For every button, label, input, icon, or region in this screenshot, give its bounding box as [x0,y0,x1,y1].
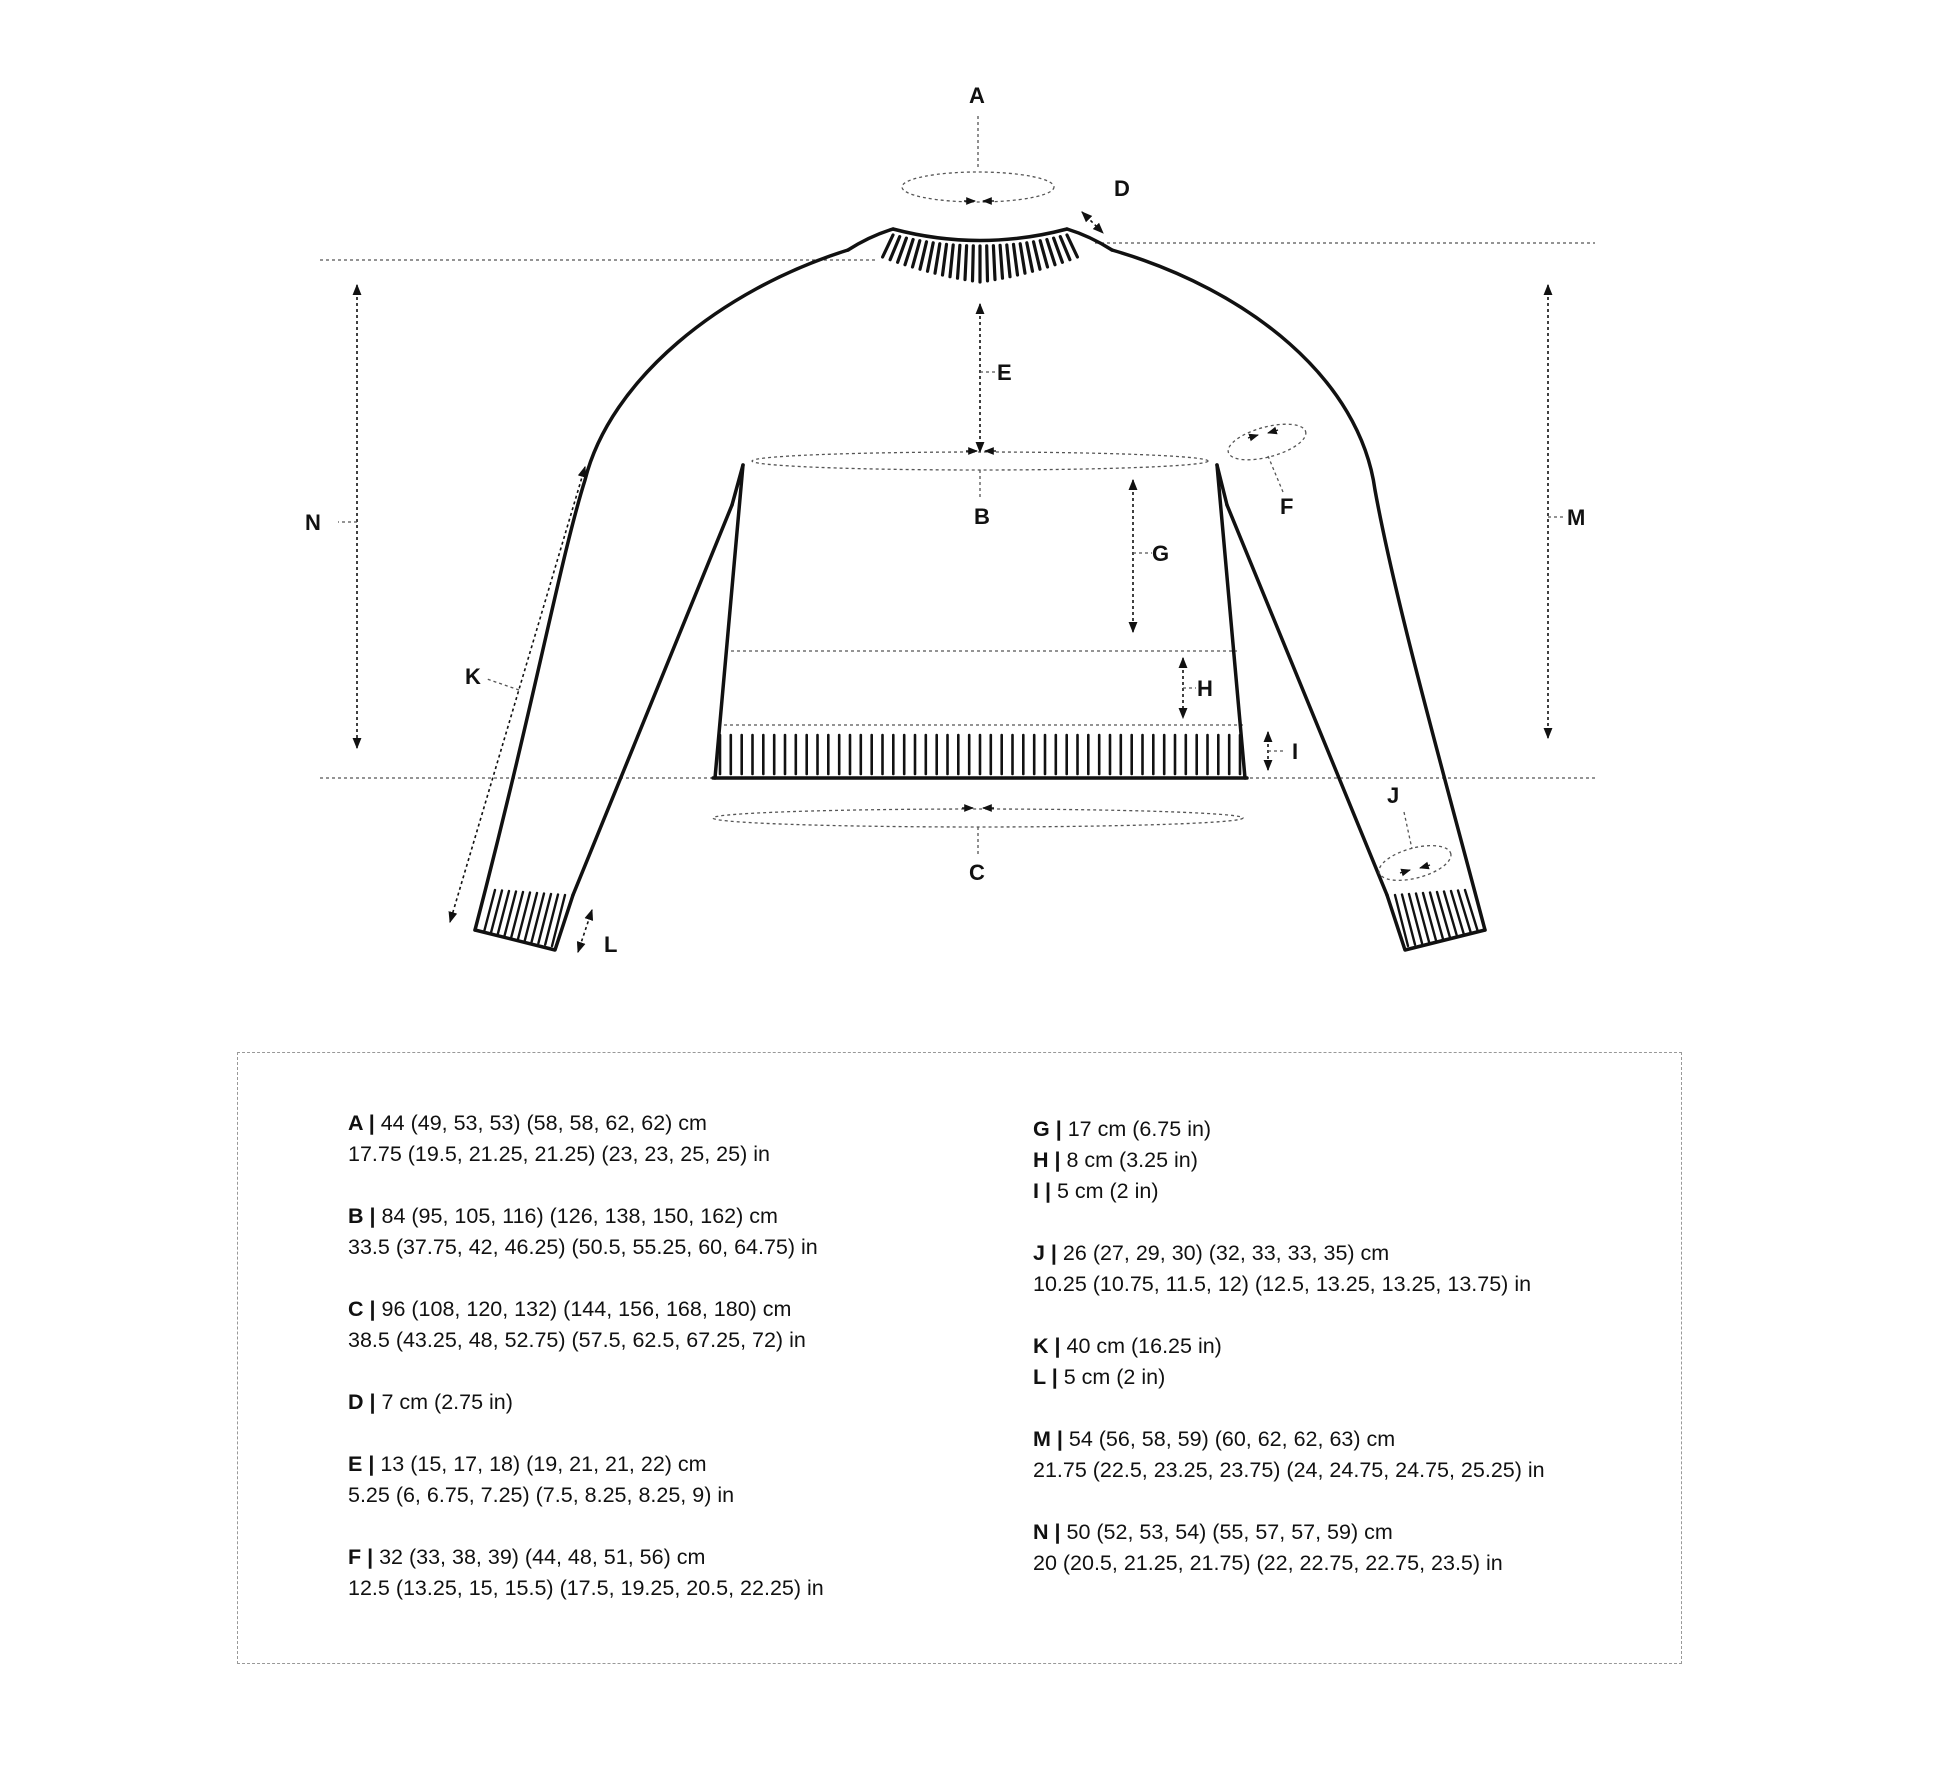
left-cuff-ribbing [484,890,565,946]
label-e: E [997,360,1012,385]
label-d: D [1114,176,1130,201]
label-m: M [1567,505,1586,530]
reference-lines [320,243,1595,778]
hem-ribbing [720,735,1240,774]
label-n: N [305,510,321,535]
letter-labels [305,83,1585,957]
measurement-a: A | 44 (49, 53, 53) (58, 58, 62, 62) cm 17.75 (19.5, 21.25, 21.25) (23, 23, 25, 25) in [348,1111,770,1166]
measurement-n: N | 50 (52, 53, 54) (55, 57, 57, 59) cm 20 (20.5, 21.25, 21.75) (22, 22.75, 22.75, 23.5) in [1033,1520,1503,1575]
measurement-m: M | 54 (56, 58, 59) (60, 62, 62, 63) cm 21.75 (22.5, 23.25, 23.75) (24, 24.75, 24.75, 25.25) in [1033,1427,1545,1482]
measurement-g-h-i: G | 17 cm (6.75 in) H | 8 cm (3.25 in) I | 5 cm (2 in) [1033,1117,1212,1203]
label-l: L [604,932,618,957]
measurement-d: D | 7 cm (2.75 in) [348,1390,513,1414]
measurements-box [237,1052,1682,1664]
measurement-f: F | 32 (33, 38, 39) (44, 48, 51, 56) cm 12.5 (13.25, 15, 15.5) (17.5, 19.25, 20.5, 22.25) in [348,1545,824,1600]
measurement-e: E | 13 (15, 17, 18) (19, 21, 21, 22) cm 5.25 (6, 6.75, 7.25) (7.5, 8.25, 8.25, 9) in [348,1452,735,1507]
label-i: I [1292,739,1299,764]
circumference-ellipses [713,172,1455,887]
label-b: B [974,504,990,529]
label-k: K [465,664,481,689]
measurement-j: J | 26 (27, 29, 30) (32, 33, 33, 35) cm 10.25 (10.75, 11.5, 12) (12.5, 13.25, 13.25, 13.75) in [1033,1241,1532,1296]
label-a: A [969,83,985,108]
dimension-arrows [357,212,1548,952]
measurement-c: C | 96 (108, 120, 132) (144, 156, 168, 180) cm 38.5 (43.25, 48, 52.75) (57.5, 62.5, 67.25, 72) in [348,1297,806,1352]
label-h: H [1197,676,1213,701]
sweater-outline [475,229,1485,950]
measurement-k-l: K | 40 cm (16.25 in) L | 5 cm (2 in) [1033,1334,1222,1389]
label-j: J [1387,783,1400,808]
label-g: G [1152,541,1170,566]
label-c: C [969,860,985,885]
measurements-right-column [1033,1114,1545,1610]
label-f: F [1280,494,1294,519]
measurement-b: B | 84 (95, 105, 116) (126, 138, 150, 162) cm 33.5 (37.75, 42, 46.25) (50.5, 55.25, 60, 64.75) in [348,1204,818,1259]
measurements-left-column [348,1108,824,1635]
right-cuff-ribbing [1395,890,1478,946]
